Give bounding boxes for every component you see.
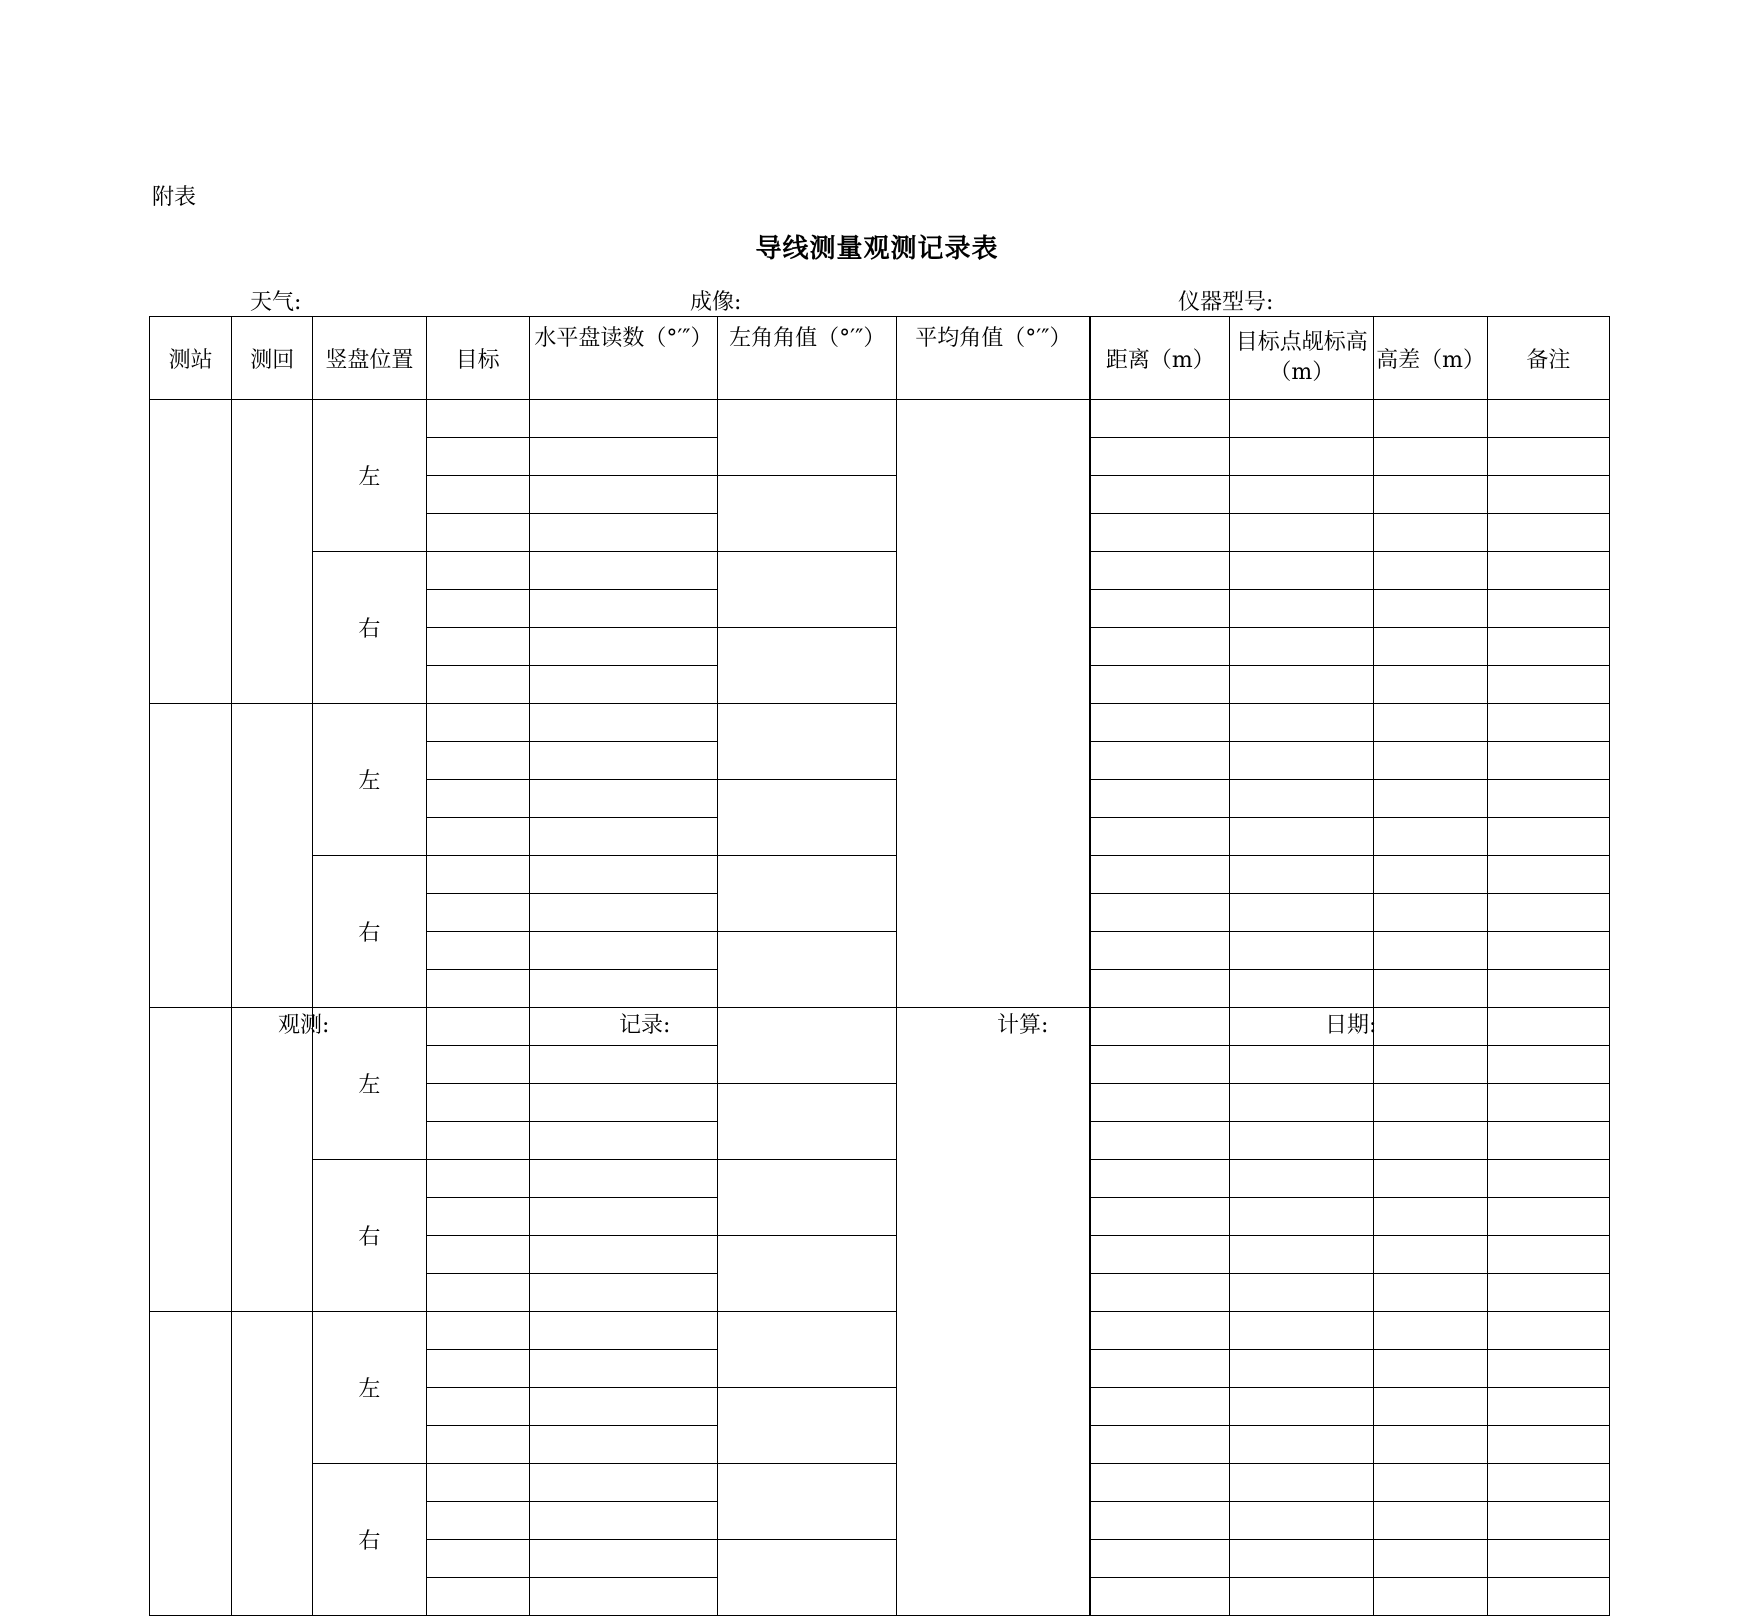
remarks-cell (1487, 1122, 1609, 1160)
target-cell (426, 1198, 529, 1236)
target-height-cell (1230, 742, 1374, 780)
appendix-label: 附表 (152, 185, 197, 210)
distance-cell (1090, 1502, 1229, 1540)
height-diff-cell (1374, 894, 1487, 932)
height-diff-cell (1374, 1160, 1487, 1198)
remarks-cell (1487, 1540, 1609, 1578)
target-height-cell (1230, 1578, 1374, 1616)
target-height-cell (1230, 894, 1374, 932)
remarks-cell (1487, 970, 1609, 1008)
target-height-cell (1230, 1540, 1374, 1578)
target-height-cell (1230, 1350, 1374, 1388)
horizontal-reading-cell (529, 1236, 717, 1274)
station-cell (150, 1312, 232, 1616)
left-angle-cell (718, 1008, 897, 1084)
distance-cell (1090, 628, 1229, 666)
target-height-cell (1230, 1084, 1374, 1122)
horizontal-reading-cell (529, 1540, 717, 1578)
target-cell (426, 894, 529, 932)
form-title: 导线测量观测记录表 (755, 234, 999, 264)
left-angle-cell (718, 1160, 897, 1236)
remarks-cell (1487, 818, 1609, 856)
distance-cell (1090, 1236, 1229, 1274)
target-cell (426, 666, 529, 704)
height-diff-cell (1374, 552, 1487, 590)
horizontal-reading-cell (529, 1160, 717, 1198)
target-cell (426, 780, 529, 818)
target-cell (426, 1008, 529, 1046)
height-diff-cell (1374, 1388, 1487, 1426)
height-diff-cell (1374, 438, 1487, 476)
height-diff-cell (1374, 590, 1487, 628)
round-cell (232, 704, 313, 1008)
position-right-cell: 右 (313, 552, 426, 704)
target-height-cell (1230, 438, 1374, 476)
target-height-cell (1230, 932, 1374, 970)
left-angle-cell (718, 780, 897, 856)
observer-label: 观测: (278, 1013, 330, 1038)
left-angle-cell (718, 932, 897, 1008)
target-height-cell (1230, 704, 1374, 742)
header-target: 目标 (426, 317, 529, 400)
station-cell (150, 1008, 232, 1312)
position-right-cell: 右 (313, 1464, 426, 1616)
target-cell (426, 1084, 529, 1122)
distance-cell (1090, 1160, 1229, 1198)
horizontal-reading-cell (529, 400, 717, 438)
horizontal-reading-cell (529, 476, 717, 514)
left-angle-cell (718, 1388, 897, 1464)
target-cell (426, 438, 529, 476)
height-diff-cell (1374, 818, 1487, 856)
table-row (150, 552, 1610, 590)
distance-cell (1090, 514, 1229, 552)
table-row (150, 1008, 1610, 1046)
imaging-label: 成像: (690, 290, 742, 315)
horizontal-reading-cell (529, 1122, 717, 1160)
horizontal-reading-cell (529, 438, 717, 476)
remarks-cell (1487, 1236, 1609, 1274)
header-height-diff: 高差（m） (1374, 317, 1487, 400)
target-height-cell (1230, 552, 1374, 590)
target-cell (426, 742, 529, 780)
left-angle-cell (718, 1236, 897, 1312)
horizontal-reading-cell (529, 742, 717, 780)
target-cell (426, 1350, 529, 1388)
remarks-cell (1487, 552, 1609, 590)
target-cell (426, 590, 529, 628)
remarks-cell (1487, 894, 1609, 932)
height-diff-cell (1374, 1084, 1487, 1122)
header-row (150, 317, 1610, 400)
target-height-cell (1230, 476, 1374, 514)
table-row (150, 704, 1610, 742)
target-cell (426, 1578, 529, 1616)
height-diff-cell (1374, 1502, 1487, 1540)
target-height-cell (1230, 1274, 1374, 1312)
weather-label: 天气: (250, 290, 302, 315)
target-height-cell (1230, 780, 1374, 818)
remarks-cell (1487, 400, 1609, 438)
remarks-cell (1487, 1312, 1609, 1350)
target-cell (426, 514, 529, 552)
round-cell (232, 1008, 313, 1312)
date-label: 日期: (1325, 1013, 1377, 1038)
position-left-cell: 左 (313, 400, 426, 552)
remarks-cell (1487, 666, 1609, 704)
distance-cell (1090, 970, 1229, 1008)
round-cell (232, 1312, 313, 1616)
horizontal-reading-cell (529, 552, 717, 590)
station-cell (150, 704, 232, 1008)
header-station: 测站 (150, 317, 232, 400)
height-diff-cell (1374, 742, 1487, 780)
distance-cell (1090, 818, 1229, 856)
left-angle-cell (718, 1540, 897, 1616)
target-cell (426, 1160, 529, 1198)
left-angle-cell (718, 476, 897, 552)
height-diff-cell (1374, 1350, 1487, 1388)
horizontal-reading-cell (529, 1274, 717, 1312)
target-cell (426, 970, 529, 1008)
distance-cell (1090, 552, 1229, 590)
target-height-cell (1230, 514, 1374, 552)
height-diff-cell (1374, 476, 1487, 514)
target-cell (426, 1540, 529, 1578)
height-diff-cell (1374, 400, 1487, 438)
target-cell (426, 400, 529, 438)
height-diff-cell (1374, 856, 1487, 894)
target-cell (426, 1388, 529, 1426)
target-cell (426, 932, 529, 970)
target-cell (426, 1502, 529, 1540)
remarks-cell (1487, 628, 1609, 666)
remarks-cell (1487, 438, 1609, 476)
distance-cell (1090, 932, 1229, 970)
height-diff-cell (1374, 970, 1487, 1008)
distance-cell (1090, 1198, 1229, 1236)
header-remarks: 备注 (1487, 317, 1609, 400)
height-diff-cell (1374, 1122, 1487, 1160)
height-diff-cell (1374, 1274, 1487, 1312)
distance-cell (1090, 1350, 1229, 1388)
distance-cell (1090, 1122, 1229, 1160)
height-diff-cell (1374, 1540, 1487, 1578)
height-diff-cell (1374, 1046, 1487, 1084)
target-height-cell (1230, 400, 1374, 438)
target-height-cell (1230, 1122, 1374, 1160)
target-height-cell (1230, 1312, 1374, 1350)
height-diff-cell (1374, 704, 1487, 742)
left-angle-cell (718, 552, 897, 628)
left-angle-cell (718, 1312, 897, 1388)
remarks-cell (1487, 1084, 1609, 1122)
horizontal-reading-cell (529, 1046, 717, 1084)
distance-cell (1090, 1274, 1229, 1312)
remarks-cell (1487, 1464, 1609, 1502)
height-diff-cell (1374, 1312, 1487, 1350)
left-angle-cell (718, 628, 897, 704)
distance-cell (1090, 1540, 1229, 1578)
height-diff-cell (1374, 780, 1487, 818)
target-height-cell (1230, 590, 1374, 628)
table-row (150, 400, 1610, 438)
horizontal-reading-cell (529, 666, 717, 704)
distance-cell (1090, 476, 1229, 514)
horizontal-reading-cell (529, 514, 717, 552)
horizontal-reading-cell (529, 1084, 717, 1122)
distance-cell (1090, 742, 1229, 780)
target-height-cell (1230, 1160, 1374, 1198)
left-angle-cell (718, 856, 897, 932)
horizontal-reading-cell (529, 780, 717, 818)
target-cell (426, 1464, 529, 1502)
distance-cell (1090, 1084, 1229, 1122)
height-diff-cell (1374, 1578, 1487, 1616)
position-left-cell: 左 (313, 1312, 426, 1464)
remarks-cell (1487, 856, 1609, 894)
remarks-cell (1487, 1274, 1609, 1312)
header-distance: 距离（m） (1090, 317, 1229, 400)
remarks-cell (1487, 1160, 1609, 1198)
remarks-cell (1487, 1198, 1609, 1236)
remarks-cell (1487, 1008, 1609, 1046)
distance-cell (1090, 1464, 1229, 1502)
table-row (150, 856, 1610, 894)
horizontal-reading-cell (529, 970, 717, 1008)
height-diff-cell (1374, 1008, 1487, 1046)
remarks-cell (1487, 1502, 1609, 1540)
remarks-cell (1487, 1350, 1609, 1388)
horizontal-reading-cell (529, 1350, 717, 1388)
distance-cell (1090, 856, 1229, 894)
height-diff-cell (1374, 1236, 1487, 1274)
remarks-cell (1487, 476, 1609, 514)
horizontal-reading-cell (529, 932, 717, 970)
recorder-label: 记录: (619, 1013, 671, 1038)
height-diff-cell (1374, 1464, 1487, 1502)
header-horizontal-reading: 水平盘读数（°′″） (529, 317, 717, 400)
position-right-cell: 右 (313, 1160, 426, 1312)
height-diff-cell (1374, 666, 1487, 704)
target-cell (426, 1426, 529, 1464)
left-angle-cell (718, 704, 897, 780)
distance-cell (1090, 438, 1229, 476)
target-height-cell (1230, 818, 1374, 856)
target-height-cell (1230, 628, 1374, 666)
target-cell (426, 1122, 529, 1160)
distance-cell (1090, 1046, 1229, 1084)
station-cell (150, 400, 232, 704)
remarks-cell (1487, 590, 1609, 628)
distance-cell (1090, 1008, 1229, 1046)
remarks-cell (1487, 704, 1609, 742)
height-diff-cell (1374, 1426, 1487, 1464)
remarks-cell (1487, 932, 1609, 970)
distance-cell (1090, 1426, 1229, 1464)
target-cell (426, 1312, 529, 1350)
remarks-cell (1487, 1426, 1609, 1464)
horizontal-reading-cell (529, 704, 717, 742)
position-right-cell: 右 (313, 856, 426, 1008)
mean-angle-cell (897, 1008, 1090, 1616)
horizontal-reading-cell (529, 590, 717, 628)
target-height-cell (1230, 1046, 1374, 1084)
distance-cell (1090, 590, 1229, 628)
horizontal-reading-cell (529, 628, 717, 666)
target-height-cell (1230, 1502, 1374, 1540)
distance-cell (1090, 400, 1229, 438)
distance-cell (1090, 704, 1229, 742)
remarks-cell (1487, 1388, 1609, 1426)
mean-angle-cell (897, 400, 1090, 1008)
horizontal-reading-cell (529, 894, 717, 932)
left-angle-cell (718, 1084, 897, 1160)
distance-cell (1090, 666, 1229, 704)
target-cell (426, 818, 529, 856)
height-diff-cell (1374, 628, 1487, 666)
distance-cell (1090, 1578, 1229, 1616)
target-height-cell (1230, 1388, 1374, 1426)
horizontal-reading-cell (529, 856, 717, 894)
target-height-cell (1230, 666, 1374, 704)
table-row (150, 1160, 1610, 1198)
distance-cell (1090, 1312, 1229, 1350)
horizontal-reading-cell (529, 1388, 717, 1426)
target-height-cell (1230, 1236, 1374, 1274)
position-left-cell: 左 (313, 704, 426, 856)
target-cell (426, 856, 529, 894)
header-vertical-circle: 竖盘位置 (313, 317, 426, 400)
target-height-cell (1230, 1464, 1374, 1502)
height-diff-cell (1374, 932, 1487, 970)
remarks-cell (1487, 1046, 1609, 1084)
horizontal-reading-cell (529, 1312, 717, 1350)
calculator-label: 计算: (997, 1013, 1049, 1038)
target-cell (426, 1046, 529, 1084)
horizontal-reading-cell (529, 1502, 717, 1540)
target-cell (426, 1274, 529, 1312)
target-cell (426, 628, 529, 666)
horizontal-reading-cell (529, 818, 717, 856)
left-angle-cell (718, 1464, 897, 1540)
horizontal-reading-cell (529, 1426, 717, 1464)
distance-cell (1090, 1388, 1229, 1426)
target-cell (426, 552, 529, 590)
header-round: 测回 (232, 317, 313, 400)
header-target-height: 目标点觇标高（m） (1230, 317, 1374, 400)
target-height-cell (1230, 1426, 1374, 1464)
target-height-cell (1230, 970, 1374, 1008)
header-left-angle: 左角角值（°′″） (718, 317, 897, 400)
table-row (150, 1312, 1610, 1350)
target-height-cell (1230, 1198, 1374, 1236)
traverse-observation-table (149, 316, 1610, 1616)
horizontal-reading-cell (529, 1464, 717, 1502)
remarks-cell (1487, 1578, 1609, 1616)
table-row (150, 1464, 1610, 1502)
height-diff-cell (1374, 1198, 1487, 1236)
round-cell (232, 400, 313, 704)
left-angle-cell (718, 400, 897, 476)
instrument-model-label: 仪器型号: (1178, 290, 1274, 315)
remarks-cell (1487, 514, 1609, 552)
height-diff-cell (1374, 514, 1487, 552)
horizontal-reading-cell (529, 1578, 717, 1616)
remarks-cell (1487, 780, 1609, 818)
remarks-cell (1487, 742, 1609, 780)
header-mean-angle: 平均角值（°′″） (897, 317, 1090, 400)
distance-cell (1090, 780, 1229, 818)
horizontal-reading-cell (529, 1198, 717, 1236)
distance-cell (1090, 894, 1229, 932)
target-cell (426, 704, 529, 742)
target-height-cell (1230, 856, 1374, 894)
target-cell (426, 1236, 529, 1274)
position-left-cell: 左 (313, 1008, 426, 1160)
target-cell (426, 476, 529, 514)
